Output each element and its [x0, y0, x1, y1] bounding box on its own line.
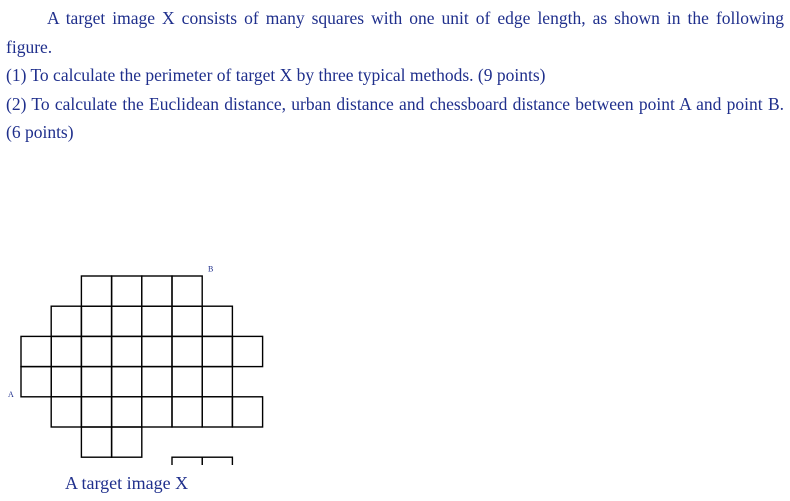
grid-square: [112, 397, 142, 427]
grid-square: [112, 427, 142, 457]
grid-square: [142, 276, 172, 306]
grid-square: [81, 397, 111, 427]
grid-square: [142, 306, 172, 336]
grid-square: [21, 367, 51, 397]
question-2: (2) To calculate the Euclidean distance, urban distance and chessboard distance between point A and point B. (6 points): [6, 93, 784, 142]
grid-square: [232, 397, 262, 427]
grid-square: [81, 427, 111, 457]
grid-square: [112, 336, 142, 366]
grid-square: [202, 367, 232, 397]
grid-square: [202, 397, 232, 427]
grid-square: [51, 336, 81, 366]
point-b-label: B: [208, 264, 214, 274]
grid-square: [112, 367, 142, 397]
grid-square: [81, 276, 111, 306]
grid-square: [172, 306, 202, 336]
point-a-label: A: [8, 390, 14, 399]
grid-square: [51, 306, 81, 336]
grid-square: [51, 397, 81, 427]
problem-statement: [6, 4, 784, 147]
grid-square: [81, 306, 111, 336]
grid-square: [21, 336, 51, 366]
target-image-figure: [0, 255, 300, 501]
grid-square: [202, 336, 232, 366]
grid-square: [172, 276, 202, 306]
grid-square: [172, 397, 202, 427]
grid-square: [142, 397, 172, 427]
grid-square: [81, 336, 111, 366]
figure-caption: A target image X: [65, 473, 189, 493]
grid-square: [202, 306, 232, 336]
grid-square: [142, 336, 172, 366]
grid-square: [202, 457, 232, 465]
target-grid: [0, 255, 300, 465]
grid-square: [142, 367, 172, 397]
grid-square: [112, 276, 142, 306]
grid-square: [81, 367, 111, 397]
grid-square: [112, 306, 142, 336]
grid-square: [232, 336, 262, 366]
question-1: (1) To calculate the perimeter of target X by three typical methods. (9 points): [6, 65, 546, 85]
grid-square: [172, 336, 202, 366]
grid-square: [172, 457, 202, 465]
grid-square: [172, 367, 202, 397]
problem-intro: A target image X consists of many squares with one unit of edge length, as shown in the following figure.: [6, 8, 784, 57]
grid-square: [51, 367, 81, 397]
